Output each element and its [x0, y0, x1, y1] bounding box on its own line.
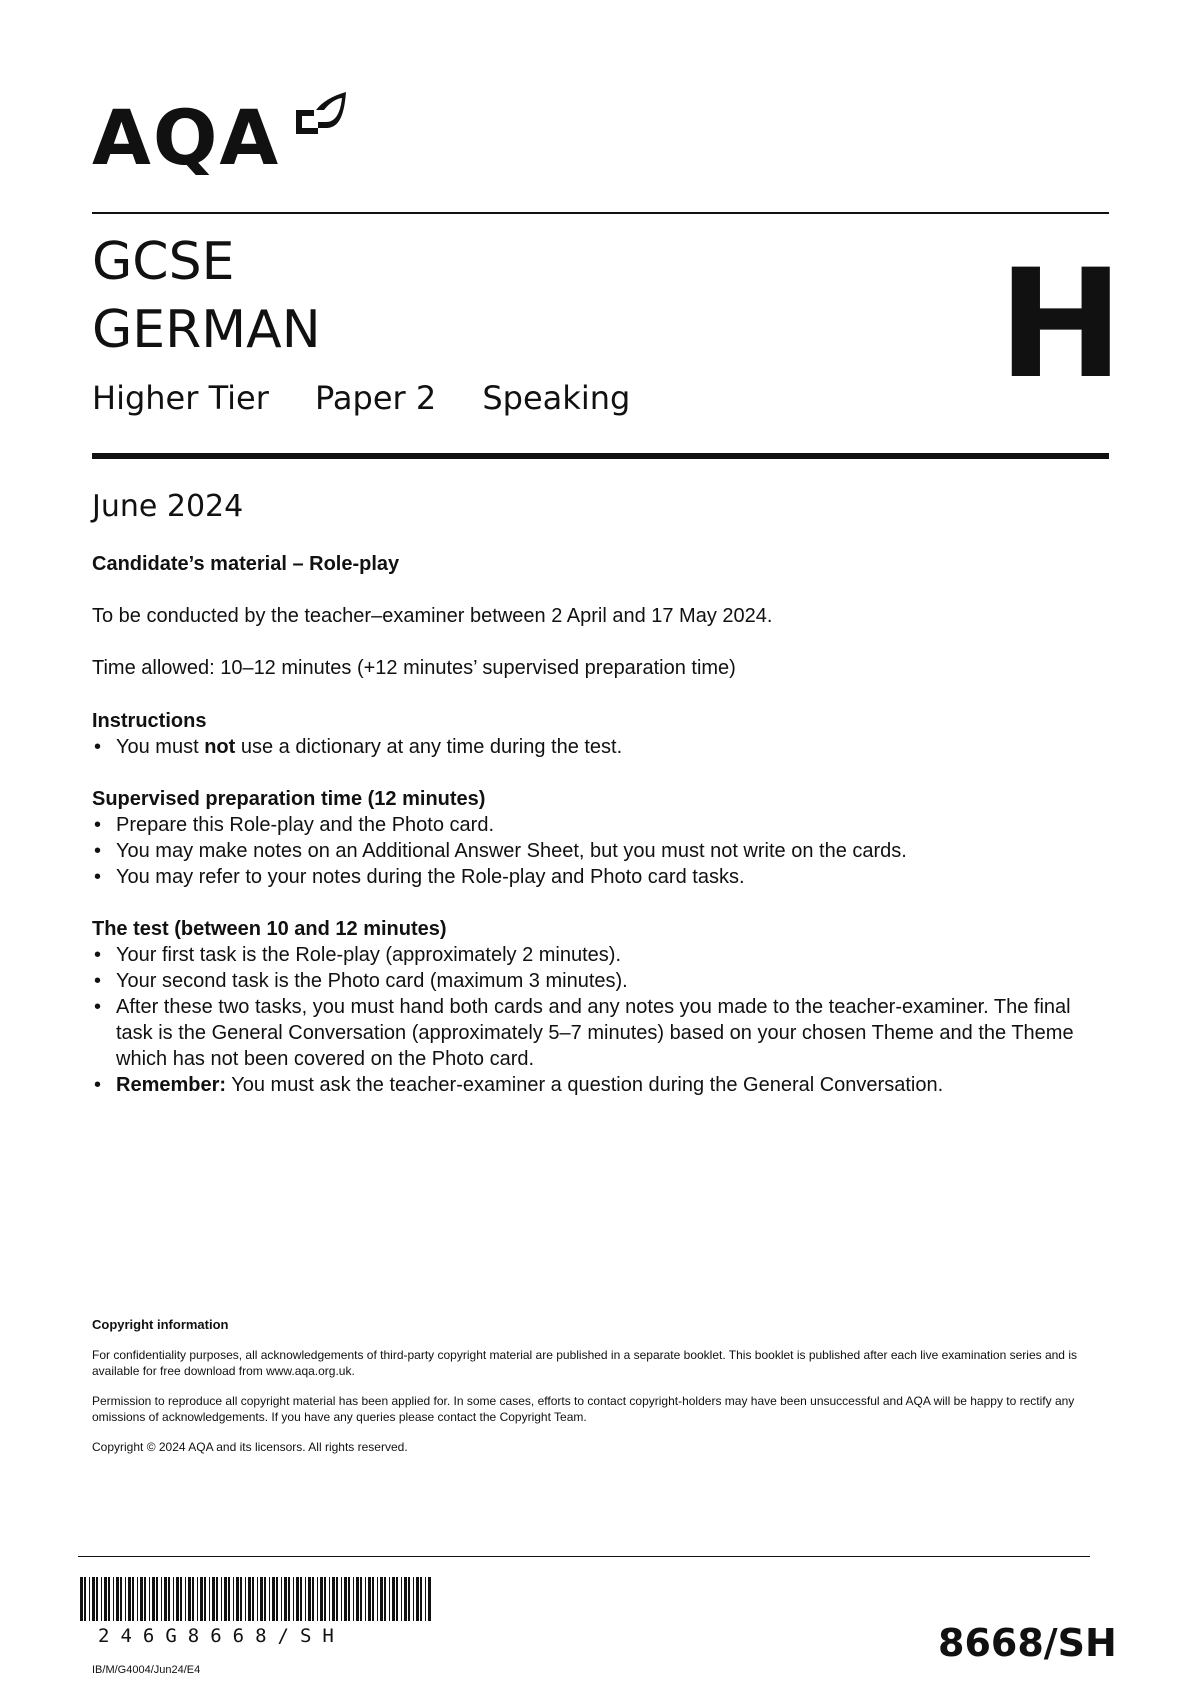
copyright-para-3: Copyright © 2024 AQA and its licensors. All rights reserved.: [92, 1440, 408, 1454]
preparation-list: [92, 812, 1102, 890]
paper-reference: IB/M/G4004/Jun24/E4: [92, 1664, 201, 1676]
subject-title: GERMAN: [92, 300, 321, 360]
tier-letter: H: [998, 238, 1124, 412]
header-top-rule: [92, 212, 1109, 214]
paper-details: [92, 378, 666, 418]
barcode-digits: 246G8668/SH: [98, 1625, 345, 1647]
paper-label: Paper 2: [315, 379, 437, 417]
list-item: • Remember: You must ask the teacher-examiner a question during the General Conversation.: [92, 1072, 1102, 1098]
test-list: [92, 942, 1102, 1098]
instructions-section: [92, 708, 1102, 760]
list-item: • You may make notes on an Additional Answer Sheet, but you must not write on the cards.: [92, 838, 1102, 864]
copyright-para-2: Permission to reproduce all copyright material has been applied for. In some cases, efforts to contact copyright-holders may have been unsuccessful and AQA will be happy to rectify any omissions of acknowledgements. If you have any queries please contact the Copyright Team.: [92, 1394, 1075, 1424]
list-item: • Your first task is the Role-play (approximately 2 minutes).: [92, 942, 1102, 968]
copyright-section: [92, 1317, 1092, 1455]
instructions-heading: Instructions: [92, 710, 207, 732]
test-heading: The test (between 10 and 12 minutes): [92, 918, 447, 940]
copyright-heading: Copyright information: [92, 1317, 229, 1332]
paper-code: 8668/SH: [938, 1621, 1117, 1665]
footer-rule: [78, 1556, 1090, 1557]
exam-date: June 2024: [92, 489, 244, 524]
header-bottom-rule: [92, 453, 1109, 459]
list-item: • Prepare this Role-play and the Photo card.: [92, 812, 1102, 838]
aqa-logo: [92, 88, 362, 188]
logo-leaf-icon: [292, 88, 352, 138]
tier-label: Higher Tier: [92, 379, 269, 417]
copyright-para-1: For confidentiality purposes, all acknowledgements of third-party copyright material are published in a separate booklet. This booklet is published after each live examination series and is available for free download from www.aqa.org.uk.: [92, 1348, 1077, 1378]
list-item: • Your second task is the Photo card (maximum 3 minutes).: [92, 968, 1102, 994]
preparation-heading: Supervised preparation time (12 minutes): [92, 788, 486, 810]
conducted-text: To be conducted by the teacher–examiner between 2 April and 17 May 2024.: [92, 605, 773, 627]
logo-text: AQA: [92, 93, 281, 182]
time-allowed: Time allowed: 10–12 minutes (+12 minutes’ supervised preparation time): [92, 657, 736, 679]
list-item: • You may refer to your notes during the Role-play and Photo card tasks.: [92, 864, 1102, 890]
list-item: • You must not use a dictionary at any time during the test.: [92, 734, 1102, 760]
qualification-title: GCSE: [92, 232, 235, 292]
list-item: • After these two tasks, you must hand both cards and any notes you made to the teacher-examiner. The final task is the General Conversation (approximately 5–7 minutes) based on your chosen Theme and the Theme which has not been covered on the Photo card.: [92, 994, 1102, 1072]
material-title: Candidate’s material – Role-play: [92, 553, 400, 575]
instructions-list: [92, 734, 1102, 760]
component-label: Speaking: [482, 379, 631, 417]
preparation-section: [92, 786, 1102, 890]
test-section: [92, 916, 1102, 1098]
barcode: [80, 1577, 434, 1621]
